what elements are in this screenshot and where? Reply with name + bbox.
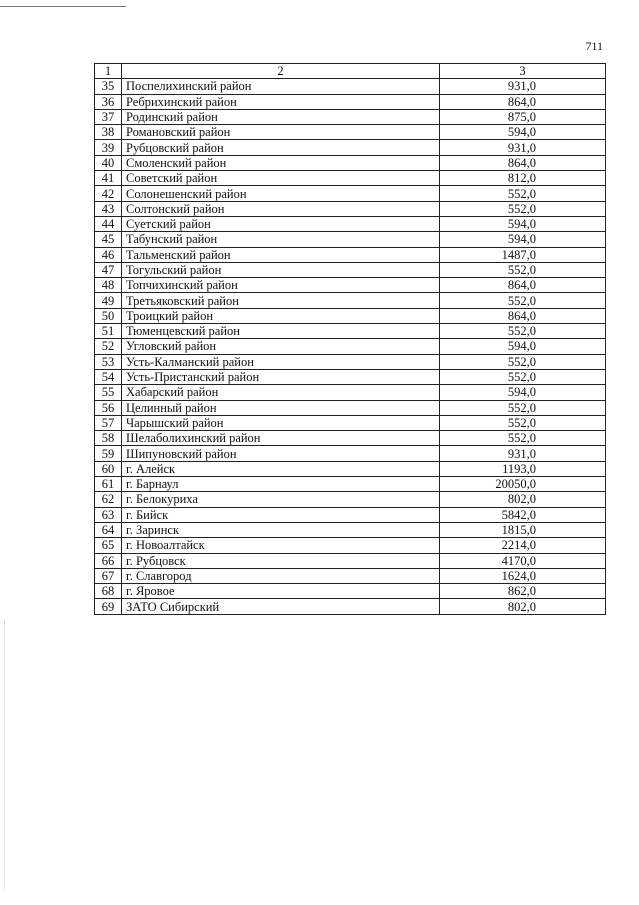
amount-value: 931,0 bbox=[440, 140, 606, 155]
table-row bbox=[95, 125, 606, 140]
row-number: 53 bbox=[95, 354, 122, 369]
allocation-table bbox=[94, 63, 606, 615]
amount-value: 1624,0 bbox=[440, 568, 606, 583]
amount-value: 931,0 bbox=[440, 79, 606, 94]
municipality-name: Усть-Калманский район bbox=[122, 354, 440, 369]
table-row bbox=[95, 553, 606, 568]
amount-value: 4170,0 bbox=[440, 553, 606, 568]
row-number: 44 bbox=[95, 216, 122, 231]
municipality-name: Смоленский район bbox=[122, 155, 440, 170]
amount-value: 552,0 bbox=[440, 400, 606, 415]
row-number: 57 bbox=[95, 415, 122, 430]
municipality-name: Шипуновский район bbox=[122, 446, 440, 461]
table-row bbox=[95, 140, 606, 155]
table-row bbox=[95, 339, 606, 354]
table-body bbox=[95, 64, 606, 615]
table-row bbox=[95, 186, 606, 201]
table-row bbox=[95, 308, 606, 323]
table-row bbox=[95, 599, 606, 614]
municipality-name: г. Алейск bbox=[122, 461, 440, 476]
municipality-name: Рубцовский район bbox=[122, 140, 440, 155]
amount-value: 864,0 bbox=[440, 308, 606, 323]
municipality-name: Тюменцевский район bbox=[122, 324, 440, 339]
amount-value: 552,0 bbox=[440, 369, 606, 384]
row-number: 69 bbox=[95, 599, 122, 614]
municipality-name: г. Яровое bbox=[122, 584, 440, 599]
amount-value: 552,0 bbox=[440, 186, 606, 201]
row-number: 36 bbox=[95, 94, 122, 109]
amount-value: 864,0 bbox=[440, 94, 606, 109]
municipality-name: г. Заринск bbox=[122, 522, 440, 537]
column-header-value: 3 bbox=[440, 64, 606, 79]
row-number: 45 bbox=[95, 232, 122, 247]
row-number: 55 bbox=[95, 385, 122, 400]
municipality-name: Ребрихинский район bbox=[122, 94, 440, 109]
table-row bbox=[95, 584, 606, 599]
amount-value: 1193,0 bbox=[440, 461, 606, 476]
municipality-name: г. Славгород bbox=[122, 568, 440, 583]
table-row bbox=[95, 324, 606, 339]
row-number: 68 bbox=[95, 584, 122, 599]
row-number: 43 bbox=[95, 201, 122, 216]
municipality-name: Третьяковский район bbox=[122, 293, 440, 308]
row-number: 54 bbox=[95, 369, 122, 384]
row-number: 39 bbox=[95, 140, 122, 155]
municipality-name: г. Белокуриха bbox=[122, 492, 440, 507]
municipality-name: Табунский район bbox=[122, 232, 440, 247]
table-row bbox=[95, 94, 606, 109]
municipality-name: Троицкий район bbox=[122, 308, 440, 323]
amount-value: 594,0 bbox=[440, 125, 606, 140]
municipality-name: Родинский район bbox=[122, 109, 440, 124]
row-number: 48 bbox=[95, 278, 122, 293]
table-row bbox=[95, 216, 606, 231]
table-row bbox=[95, 293, 606, 308]
scan-edge-mark bbox=[4, 620, 5, 890]
municipality-name: Хабарский район bbox=[122, 385, 440, 400]
page-number: 711 bbox=[585, 39, 603, 53]
amount-value: 802,0 bbox=[440, 599, 606, 614]
municipality-name: Советский район bbox=[122, 171, 440, 186]
amount-value: 594,0 bbox=[440, 339, 606, 354]
amount-value: 931,0 bbox=[440, 446, 606, 461]
amount-value: 864,0 bbox=[440, 155, 606, 170]
table-row bbox=[95, 247, 606, 262]
row-number: 42 bbox=[95, 186, 122, 201]
amount-value: 552,0 bbox=[440, 262, 606, 277]
table-row bbox=[95, 431, 606, 446]
amount-value: 5842,0 bbox=[440, 507, 606, 522]
table-row bbox=[95, 415, 606, 430]
table-row bbox=[95, 385, 606, 400]
municipality-name: г. Бийск bbox=[122, 507, 440, 522]
row-number: 40 bbox=[95, 155, 122, 170]
amount-value: 2214,0 bbox=[440, 538, 606, 553]
table-row bbox=[95, 477, 606, 492]
table-row bbox=[95, 278, 606, 293]
row-number: 50 bbox=[95, 308, 122, 323]
table-row bbox=[95, 522, 606, 537]
municipality-name: г. Рубцовск bbox=[122, 553, 440, 568]
amount-value: 552,0 bbox=[440, 201, 606, 216]
amount-value: 552,0 bbox=[440, 431, 606, 446]
table-row bbox=[95, 507, 606, 522]
row-number: 66 bbox=[95, 553, 122, 568]
row-number: 47 bbox=[95, 262, 122, 277]
amount-value: 20050,0 bbox=[440, 477, 606, 492]
row-number: 51 bbox=[95, 324, 122, 339]
amount-value: 594,0 bbox=[440, 232, 606, 247]
amount-value: 812,0 bbox=[440, 171, 606, 186]
table-row bbox=[95, 446, 606, 461]
table-row bbox=[95, 109, 606, 124]
table-row bbox=[95, 369, 606, 384]
municipality-name: Чарышский район bbox=[122, 415, 440, 430]
row-number: 56 bbox=[95, 400, 122, 415]
municipality-name: Целинный район bbox=[122, 400, 440, 415]
row-number: 46 bbox=[95, 247, 122, 262]
row-number: 52 bbox=[95, 339, 122, 354]
row-number: 67 bbox=[95, 568, 122, 583]
municipality-name: Поспелихинский район bbox=[122, 79, 440, 94]
amount-value: 1815,0 bbox=[440, 522, 606, 537]
municipality-name: ЗАТО Сибирский bbox=[122, 599, 440, 614]
row-number: 59 bbox=[95, 446, 122, 461]
municipality-name: Топчихинский район bbox=[122, 278, 440, 293]
row-number: 65 bbox=[95, 538, 122, 553]
table-row bbox=[95, 354, 606, 369]
municipality-name: Суетский район bbox=[122, 216, 440, 231]
row-number: 49 bbox=[95, 293, 122, 308]
column-header-number: 1 bbox=[95, 64, 122, 79]
row-number: 62 bbox=[95, 492, 122, 507]
amount-value: 864,0 bbox=[440, 278, 606, 293]
row-number: 63 bbox=[95, 507, 122, 522]
table-row bbox=[95, 79, 606, 94]
amount-value: 594,0 bbox=[440, 385, 606, 400]
table-row bbox=[95, 201, 606, 216]
row-number: 58 bbox=[95, 431, 122, 446]
row-number: 64 bbox=[95, 522, 122, 537]
row-number: 38 bbox=[95, 125, 122, 140]
table-row bbox=[95, 155, 606, 170]
amount-value: 552,0 bbox=[440, 293, 606, 308]
amount-value: 862,0 bbox=[440, 584, 606, 599]
amount-value: 802,0 bbox=[440, 492, 606, 507]
corner-rule bbox=[0, 6, 126, 7]
table-header-row bbox=[95, 64, 606, 79]
column-header-name: 2 bbox=[122, 64, 440, 79]
municipality-name: Тогульский район bbox=[122, 262, 440, 277]
municipality-name: г. Новоалтайск bbox=[122, 538, 440, 553]
table-row bbox=[95, 262, 606, 277]
municipality-name: Романовский район bbox=[122, 125, 440, 140]
municipality-name: Солтонский район bbox=[122, 201, 440, 216]
table-row bbox=[95, 538, 606, 553]
table-row bbox=[95, 171, 606, 186]
amount-value: 1487,0 bbox=[440, 247, 606, 262]
amount-value: 552,0 bbox=[440, 354, 606, 369]
municipality-name: г. Барнаул bbox=[122, 477, 440, 492]
row-number: 41 bbox=[95, 171, 122, 186]
municipality-name: Шелаболихинский район bbox=[122, 431, 440, 446]
table-row bbox=[95, 232, 606, 247]
row-number: 37 bbox=[95, 109, 122, 124]
municipality-name: Тальменский район bbox=[122, 247, 440, 262]
table-row bbox=[95, 492, 606, 507]
row-number: 61 bbox=[95, 477, 122, 492]
municipality-name: Усть-Пристанский район bbox=[122, 369, 440, 384]
municipality-name: Солонешенский район bbox=[122, 186, 440, 201]
table-row bbox=[95, 568, 606, 583]
row-number: 35 bbox=[95, 79, 122, 94]
amount-value: 552,0 bbox=[440, 415, 606, 430]
municipality-name: Угловский район bbox=[122, 339, 440, 354]
table-row bbox=[95, 461, 606, 476]
row-number: 60 bbox=[95, 461, 122, 476]
amount-value: 594,0 bbox=[440, 216, 606, 231]
amount-value: 875,0 bbox=[440, 109, 606, 124]
table-row bbox=[95, 400, 606, 415]
amount-value: 552,0 bbox=[440, 324, 606, 339]
